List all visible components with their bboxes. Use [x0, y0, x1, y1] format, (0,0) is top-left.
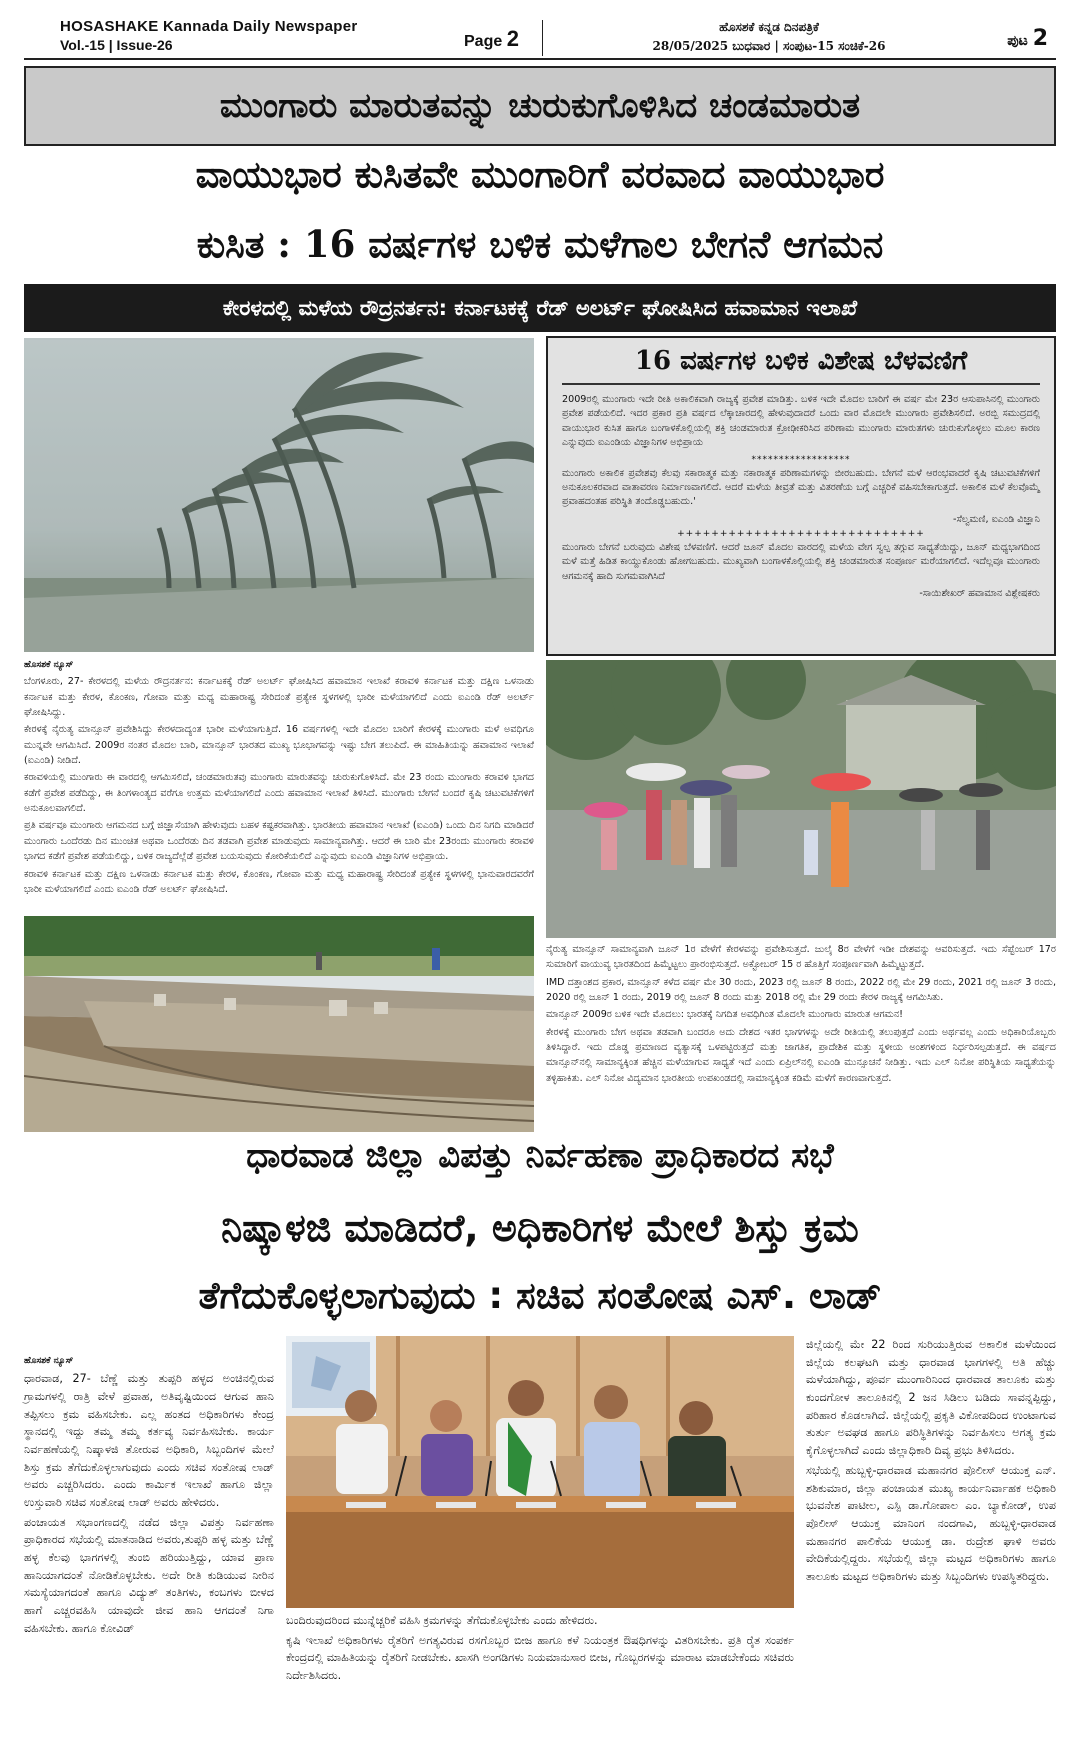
- story1-headline-line1: ವಾಯುಭಾರ ಕುಸಿತವೇ ಮುಂಗಾರಿಗೆ ವರವಾದ ವಾಯುಭಾರ: [195, 152, 885, 196]
- page-indicator: [464, 26, 519, 52]
- masthead-divider: [542, 20, 543, 56]
- story2-right-para-1: ಜಿಲ್ಲೆಯಲ್ಲಿ ಮೇ 22 ರಿಂದ ಸುರಿಯುತ್ತಿರುವ ಅಕಾಲಿಕ ಮಳೆಯಿಂದ ಜಿಲ್ಲೆಯ ಕಲಘಟಗಿ ಮತ್ತು ಧಾರವಾಡ ಭಾಗಗಳಲ್ಲಿ ಅತಿ ಹೆಚ್ಚು ಮಳೆಯಾಗಿದ್ದು, ಪೂರ್ವ ಮುಂಗಾರಿನಿಂದ ಧಾರವಾಡ ತಾಲೂಕು ಮತ್ತು ಕುಂದಗೋಳ ತಾಲೂಕಿನಲ್ಲಿ 2 ಜನ ಸಿಡಿಲು ಬಡಿದು ಸಾವನ್ನಪ್ಪಿದ್ದು, ಪರಿಹಾರ ಕೊಡಲಾಗಿದೆ. ಜಿಲ್ಲೆಯಲ್ಲಿ ಪ್ರಕೃತಿ ವಿಕೋಪದಿಂದ ಉಂಟಾಗುವ ತುರ್ತು ಅವಘಡ ಹಾಗೂ ಪರಿಸ್ಥಿತಿಗಳನ್ನು ನಿರ್ವಹಿಸಲು ಅಗತ್ಯ ಕ್ರಮ ಕೈಗೊಳ್ಳಲಾಗಿದೆ ಎಂದು ಜಿಲ್ಲಾಧಿಕಾರಿ ದಿವ್ಯ ಪ್ರಭು ತಿಳಿಸಿದರು.: [806, 1338, 1056, 1458]
- kannada-page-indicator: [1007, 26, 1048, 51]
- kannada-date-line: 28/05/2025 ಬುಧವಾರ | ಸಂಪುಟ-15 ಸಂಚಿಕೆ-26: [652, 39, 886, 53]
- box-paragraph-1: 2009ರಲ್ಲಿ ಮುಂಗಾರು ಇದೇ ರೀತಿ ಅಕಾಲಿಕವಾಗಿ ರಾಜ್ಯಕ್ಕೆ ಪ್ರವೇಶ ಮಾಡಿತ್ತು. ಬಳಿಕ ಇದೇ ಮೊದಲ ಬಾರಿಗೆ ಈ ವರ್ಷ ಮೇ 23ರ ಆಸುಪಾಸಿನಲ್ಲಿ ಮುಂಗಾರು ಪ್ರವೇಶ ಪಡೆಯಲಿದೆ. ಇದರ ಪ್ರಕಾರ ಪ್ರತಿ ವರ್ಷದ ಲೆಕ್ಕಾಚಾರದಲ್ಲಿ ಹೇಳುವುದಾದರೆ ಒಂದು ವಾರ ಮೊದಲೇ ಮುಂಗಾರು ಪ್ರವೇಶಿಸಲಿದೆ. ಅರಬ್ಬಿ ಸಮುದ್ರದಲ್ಲಿ ವಾಯುಭಾರ ಕುಸಿತ ಹಾಗೂ ಬಂಗಾಳಕೊಲ್ಲಿಯಲ್ಲಿ ಶಕ್ತಿ ಚಂಡಮಾರುತ ಕ್ರೋಢೀಕರಿಸಿದ ಪರಿಣಾಮ ಮುಂಗಾರು ಮಾರುತಗಳು ಚುರುಕುಗೊಳ್ಳಲು ಮೂಲ ಕಾರಣ ಎನ್ನುವುದು ಐಎಂಡಿಯ ವಿಜ್ಞಾನಿಗಳ ಅಭಿಪ್ರಾಯ: [562, 394, 1040, 449]
- masthead-right: [604, 20, 934, 54]
- story2-right-para-2: ಸಭೆಯಲ್ಲಿ ಹುಬ್ಬಳ್ಳಿ-ಧಾರವಾಡ ಮಹಾನಗರ ಪೊಲೀಸ್ ಆಯುಕ್ತ ಎನ್. ಶಶಿಕುಮಾರ, ಜಿಲ್ಲಾ ಪಂಚಾಯತ ಮುಖ್ಯ ಕಾರ್ಯನಿರ್ವಾಹಕ ಅಧಿಕಾರಿ ಭುವನೇಶ ಪಾಟೀಲ, ಎಸ್ಪಿ ಡಾ.ಗೋಪಾಲ ಎಂ. ಬ್ಯಾಕೋಡ್, ಉಪ ಪೊಲೀಸ್ ಆಯುಕ್ತ ಮಾನಿಂಗ ನಂದಗಾವಿ, ಹುಬ್ಬಳ್ಳಿ-ಧಾರವಾಡ ಮಹಾನಗರ ಪಾಲಿಕೆಯ ಆಯುಕ್ತ ಡಾ. ರುದ್ರೇಶ ಘಾಳಿ ಅವರು ವೇದಿಕೆಯಲ್ಲಿದ್ದರು. ಸಭೆಯಲ್ಲಿ ಜಿಲ್ಲಾ ಮಟ್ಟದ ಅಧಿಕಾರಿಗಳು ಹಾಗೂ ತಾಲೂಕು ಮಟ್ಟದ ಅಧಿಕಾರಿಗಳು ಮತ್ತು ಸಿಬ್ಬಂದಿಗಳು ಉಪಸ್ಥಿತರಿದ್ದರು.: [806, 1463, 1056, 1583]
- kannada-paper-name: ಹೊಸಶಕೆ ಕನ್ನಡ ದಿನಪತ್ರಿಕೆ: [719, 20, 819, 34]
- page-label: Page: [464, 33, 503, 50]
- story1-right-para-3: ಮಾನ್ಸೂನ್ 2009ರ ಬಳಿಕ ಇದೇ ಮೊದಲು: ಭಾರತಕ್ಕೆ ನಿಗದಿತ ಅವಧಿಗಿಂತ ಮೊದಲೇ ಮುಂಗಾರು ಮಾರುತ ಆಗಮನ!: [546, 1009, 904, 1021]
- story2-mid-column: [286, 1612, 794, 1702]
- box-title: 16 ವರ್ಷಗಳ ಬಳಿಕ ವಿಶೇಷ ಬೆಳವಣಿಗೆ: [562, 346, 1040, 385]
- masthead-left: [60, 18, 357, 53]
- story2-byline: ಹೊಸಶಕೆ ನ್ಯೂಸ್: [24, 1356, 74, 1366]
- box-paragraph-3: ಮುಂಗಾರು ಬೇಗನೆ ಬರುವುದು ವಿಶೇಷ ಬೆಳವಣಿಗೆ. ಆದರೆ ಜೂನ್ ಮೊದಲ ವಾರದಲ್ಲಿ ಮಳೆಯ ವೇಗ ಸ್ವಲ್ಪ ತಗ್ಗುವ ಸಾಧ್ಯತೆಯಿದ್ದು, ಜೂನ್ ಮಧ್ಯಭಾಗದಿಂದ ಮಳೆ ಮತ್ತೆ ಹಿಡಿತ ಕಾಯ್ದುಕೊಂಡು ಹೋಗಬಹುದು. ಮುಖ್ಯವಾಗಿ ಬಂಗಾಳಕೊಲ್ಲಿಯಲ್ಲಿ ಶಕ್ತಿ ಚಂಡಮಾರುತ ಸಂಪೂರ್ಣ ಮರೆಯಾಗಲಿದೆ. ಇದೆಲ್ಲವೂ ಮುಂಗಾರು ಆಗಮನಕ್ಕೆ ಹಾದಿ ಸುಗಮವಾಗಿಸಿದೆ: [562, 541, 1040, 582]
- page-number: 2: [506, 26, 519, 51]
- story1-left-column: [24, 658, 534, 914]
- special-development-box: [546, 336, 1056, 656]
- story1-right-para-4: ಕೇರಳಕ್ಕೆ ಮುಂಗಾರು ಬೇಗ ಅಥವಾ ತಡವಾಗಿ ಬಂದರೂ ಅದು ದೇಶದ ಇತರ ಭಾಗಗಳನ್ನು ಅದೇ ರೀತಿಯಲ್ಲಿ ತಲುಪುತ್ತದೆ ಎಂದು ಅರ್ಥವಲ್ಲ ಎಂದು ಅಧಿಕಾರಿಯೊಬ್ಬರು ತಿಳಿಸಿದ್ದಾರೆ. ಇದು ದೊಡ್ಡ ಪ್ರಮಾಣದ ವ್ಯತ್ಯಾಸಕ್ಕೆ ಒಳಪಟ್ಟಿರುತ್ತದೆ ಮತ್ತು ಜಾಗತಿಕ, ಪ್ರಾದೇಶಿಕ ಮತ್ತು ಸ್ಥಳೀಯ ಅಂಶಗಳಿಂದ ನಿರ್ಧರಿಸಲ್ಪಡುತ್ತದೆ. ಈ ವರ್ಷದ ಮಾನ್ಸೂನ್‌ನಲ್ಲಿ ಸಾಮಾನ್ಯಕ್ಕಿಂತ ಹೆಚ್ಚಿನ ಮಳೆಯಾಗುವ ಸಾಧ್ಯತೆ ಇದೆ ಎಂದು ಏಪ್ರಿಲ್‌ನಲ್ಲಿ ಐಎಂಡಿ ಮುನ್ಸೂಚನೆ ನೀಡಿತ್ತು. ಇದು ಎಲ್ ನಿನೋ ಪರಿಸ್ಥಿತಿಯ ಸಾಧ್ಯತೆಯನ್ನು ತಳ್ಳಿಹಾಕಿತು. ಎಲ್ ನಿನೋ ವಿದ್ಯಮಾನ ಭಾರತೀಯ ಉಪಖಂಡದಲ್ಲಿ ಸಾಮಾನ್ಯಕ್ಕಿಂತ ಕಡಿಮೆ ಮಳೆಗೆ ಕಾರಣವಾಗುತ್ತದೆ.: [546, 1026, 1056, 1084]
- story1-left-para-4: ಪ್ರತಿ ವರ್ಷವೂ ಮುಂಗಾರು ಆಗಮನದ ಬಗ್ಗೆ ಜಿಜ್ಞಾಸೆಯಾಗಿ ಹೇಳುವುದು ಬಹಳ ಕಷ್ಟಕರವಾಗಿತ್ತು. ಭಾರತೀಯ ಹವಾಮಾನ ಇಲಾಖೆ (ಐಎಂಡಿ) ಒಂದು ದಿನ ನಿಗದಿ ಮಾಡಿದರೆ ಮುಂಗಾರು ಒಂದೆರಡು ದಿನ ಮುಂಚಿತ ಅಥವಾ ಒಂದೆರಡು ದಿನ ತಡವಾಗಿ ಪ್ರವೇಶ ಮಾಡುವುದು ಸಾಮಾನ್ಯವಾಗಿತ್ತು. ಆದರೆ ಈ ಬಾರಿ ಮೇ 23ರಂದು ಮುಂಗಾರು ಕರಾವಳಿ ಭಾಗದ ಕಡೆಗೆ ಪ್ರವೇಶ ಪಡೆಯಲಿದ್ದು, ಬಳಿಕ ರಾಜ್ಯದೆಲ್ಲೆಡೆ ಪ್ರವೇಶ ಬಯಸುವುದು ಕೋರಿಕೆಯಲಿದೆ ಎನ್ನುವುದು ಐಎಂಡಿ ವಿಜ್ಞಾನಿಗಳ ಅಭಿಪ್ರಾಯ.: [24, 820, 534, 863]
- box-signature-2: -ಸಾಯಿಶೇಖರ್ ಹವಾಮಾನ ವಿಶ್ಲೇಷಕರು: [919, 587, 1040, 599]
- story2-right-column: [806, 1336, 1056, 1736]
- story1-banner: ಮುಂಗಾರು ಮಾರುತವನ್ನು ಚುರುಕುಗೊಳಿಸಿದ ಚಂಡಮಾರುತ: [24, 66, 1056, 146]
- box-signature-1: -ಸೆಲ್ವಮಣಿ, ಐಎಂಡಿ ವಿಜ್ಞಾನಿ: [953, 513, 1040, 525]
- box-separator-1: ******************: [751, 454, 851, 465]
- kannada-page-label: ಪುಟ: [1007, 33, 1028, 49]
- story1-left-para-1: ಬೆಂಗಳೂರು, 27- ಕೇರಳದಲ್ಲಿ ಮಳೆಯ ರೌದ್ರನರ್ತನ: ಕರ್ನಾಟಕಕ್ಕೆ ರೆಡ್ ಅಲರ್ಟ್ ಘೋಷಿಸಿದ ಹವಾಮಾನ ಇಲಾಖೆ ಕರಾವಳಿ ಕರ್ನಾಟಕ ಮತ್ತು ದಕ್ಷಿಣ ಒಳನಾಡು ಕರ್ನಾಟಕ ಮತ್ತು ಕೇರಳ, ಕೊಂಕಣ, ಗೋವಾ ಮತ್ತು ಮಧ್ಯ ಮಹಾರಾಷ್ಟ್ರ ಸೇರಿದಂತೆ ಪ್ರತ್ಯೇಕ ಸ್ಥಳಗಳಲ್ಲಿ ಭಾರೀ ಮಳೆಯಾಗಲಿದೆ ಎಂದು ಐಎಂಡಿ ರೆಡ್ ಅಲರ್ಟ್ ಘೋಷಿಸಿದ್ದು.: [24, 676, 534, 719]
- story2-left-para-2: ಪಂಚಾಯತ ಸಭಾಂಗಣದಲ್ಲಿ ನಡೆದ ಜಿಲ್ಲಾ ವಿಪತ್ತು ನಿರ್ವಹಣಾ ಪ್ರಾಧಿಕಾರದ ಸಭೆಯಲ್ಲಿ ಮಾತನಾಡಿದ ಅವರು,ತುಪ್ಪರಿ ಹಳ್ಳ ಮತ್ತು ಬೆಣ್ಣೆ ಹಳ್ಳ ಕೆಲವು ಭಾಗಗಳಲ್ಲಿ ತುಂಬಿ ಹರಿಯುತ್ತಿದ್ದು, ಯಾವ ಪ್ರಾಣ ಹಾನಿಯಾಗದಂತೆ ನೋಡಿಕೊಳ್ಳಬೇಕು. ಅದೇ ರೀತಿ ಕುಡಿಯುವ ನೀರಿನ ಸಮಸ್ಯೆಯಾಗದಂತೆ ಹಾಗೂ ವಿದ್ಯುತ್ ತಂತಿಗಳು, ಕಂಬಗಳು ಬೀಳದ ಹಾಗೆ ಎಚ್ಚರವಹಿಸಿ ಯಾವುದೇ ಜೀವ ಹಾನಿ ಆಗದಂತೆ ನಿಗಾ ವಹಿಸಬೇಕು. ಹಾಗೂ ಕೋವಿಡ್: [24, 1515, 274, 1635]
- story2-left-column: [24, 1354, 274, 1734]
- story1-right-para-1: ನೈರುತ್ಯ ಮಾನ್ಸೂನ್ ಸಾಮಾನ್ಯವಾಗಿ ಜೂನ್ 1ರ ವೇಳೆಗೆ ಕೇರಳವನ್ನು ಪ್ರವೇಶಿಸುತ್ತದೆ. ಜುಲೈ 8ರ ವೇಳೆಗೆ ಇಡೀ ದೇಶವನ್ನು ಆವರಿಸುತ್ತದೆ. ಇದು ಸೆಪ್ಟೆಂಬರ್ 17ರ ಸುಮಾರಿಗೆ ವಾಯುವ್ಯ ಭಾರತದಿಂದ ಹಿಮ್ಮೆಟ್ಟಲು ಪ್ರಾರಂಭಿಸುತ್ತದೆ. ಅಕ್ಟೋಬರ್ 15 ರ ಹೊತ್ತಿಗೆ ಸಂಪೂರ್ಣವಾಗಿ ಹಿಮ್ಮೆಟ್ಟುತ್ತದೆ.: [546, 944, 1056, 971]
- story2-mid-para-2: ಕೃಷಿ ಇಲಾಖೆ ಅಧಿಕಾರಿಗಳು ರೈತರಿಗೆ ಅಗತ್ಯವಿರುವ ರಸಗೊಬ್ಬರ ಬೀಜ ಹಾಗೂ ಕಳೆ ನಿಯಂತ್ರಕ ಔಷಧಿಗಳನ್ನು ವಿತರಿಸಬೇಕು. ಪ್ರತಿ ರೈತ ಸಂಪರ್ಕ ಕೇಂದ್ರದಲ್ಲಿ ಮಾಹಿತಿಯನ್ನು ರೈತರಿಗೆ ನೀಡಬೇಕು. ಖಾಸಗಿ ಅಂಗಡಿಗಳು ನಿಯಮಾನುಸಾರ ಬೀಜ, ಗೊಬ್ಬರಗಳನ್ನು ಮಾರಾಟ ಮಾಡಬೇಕೆಂದು ಸಚಿವರು ನಿರ್ದೇಶಿಸಿದರು.: [286, 1633, 794, 1683]
- storm-palm-photo: [24, 338, 534, 652]
- story2-headline-line3: ತೆಗೆದುಕೊಳ್ಳಲಾಗುವುದು : ಸಚಿವ ಸಂತೋಷ ಎಸ್. ಲಾಡ್: [198, 1274, 882, 1317]
- story2-headline-line1: ಧಾರವಾಡ ಜಿಲ್ಲಾ ವಿಪತ್ತು ನಿರ್ವಹಣಾ ಪ್ರಾಧಿಕಾರದ ಸಭೆ: [246, 1136, 834, 1176]
- kannada-page-number: 2: [1032, 26, 1048, 51]
- story1-left-para-2: ಕೇರಳಕ್ಕೆ ನೈರುತ್ಯ ಮಾನ್ಸೂನ್ ಪ್ರವೇಶಿಸಿದ್ದು ಕೇರಳದಾದ್ಯಂತ ಭಾರೀ ಮಳೆಯಾಗುತ್ತಿದೆ. 16 ವರ್ಷಗಳಲ್ಲಿ ಇದೇ ಮೊದಲ ಬಾರಿಗೆ ಕೇರಳಕ್ಕೆ ಮುಂಗಾರು ಮಳೆ ಅವಧಿಗೂ ಮುನ್ನವೇ ಆಗಮಿಸಿದೆ. 2009ರ ನಂತರ ಮೊದಲ ಬಾರಿ, ಮಾನ್ಸೂನ್ ಭಾರತದ ಮುಖ್ಯ ಭೂಭಾಗವನ್ನು ಇಷ್ಟು ಬೇಗ ತಲುಪಿದೆ. ಈ ಮಾಹಿತಿಯನ್ನು ಹವಾಮಾನ ಇಲಾಖೆ (ಐಎಂಡಿ) ನೀಡಿದೆ.: [24, 724, 534, 767]
- rain-umbrella-photo: [546, 660, 1056, 938]
- story1-right-column: [546, 942, 1056, 1134]
- meeting-photo: [286, 1336, 794, 1608]
- story1-byline: ಹೊಸಶಕೆ ನ್ಯೂಸ್: [24, 660, 74, 670]
- story1-right-para-2: IMD ದತ್ತಾಂಶದ ಪ್ರಕಾರ, ಮಾನ್ಸೂನ್ ಕಳೆದ ವರ್ಷ ಮೇ 30 ರಂದು, 2023 ರಲ್ಲಿ ಜೂನ್ 8 ರಂದು, 2022 ರಲ್ಲಿ ಮೇ 29 ರಂದು, 2021 ರಲ್ಲಿ ಜೂನ್ 3 ರಂದು, 2020 ರಲ್ಲಿ ಜೂನ್ 1 ರಂದು, 2019 ರಲ್ಲಿ ಜೂನ್ 8 ರಂದು ಮತ್ತು 2018 ರಲ್ಲಿ ಮೇ 29 ರಂದು ಕೇರಳ ರಾಜ್ಯಕ್ಕೆ ಆಗಮಿಸಿತು.: [546, 976, 1057, 1004]
- story2-mid-para-1: ಬಂದಿರುವುದರಿಂದ ಮುನ್ನೆಚ್ಚರಿಕೆ ವಹಿಸಿ ಕ್ರಮಗಳನ್ನು ತೆಗೆದುಕೊಳ್ಳಬೇಕು ಎಂದು ಹೇಳಿದರು.: [286, 1614, 598, 1627]
- box-paragraph-2: ಮುಂಗಾರು ಅಕಾಲಿಕ ಪ್ರವೇಶವು ಕೆಲವು ಸಕಾರಾತ್ಮಕ ಮತ್ತು ನಕಾರಾತ್ಮಕ ಪರಿಣಾಮಗಳನ್ನು ಬೀರಬಹುದು. ಬೇಗನೆ ಮಳೆ ಆರಂಭವಾದರೆ ಕೃಷಿ ಚಟುವಟಿಕೆಗಳಿಗೆ ಅನುಕೂಲಕರವಾದ ವಾತಾವರಣ ನಿರ್ಮಾಣವಾಗಲಿದೆ. ಆದರೆ ಮಳೆಯ ತೀವ್ರತೆ ಮತ್ತು ವಿತರಣೆಯ ಬಗ್ಗೆ ಎಚ್ಚರಿಕೆ ವಹಿಸಬೇಕಾಗುತ್ತದೆ. ಅಕಾಲಿಕ ಮಳೆ ಕೆಲವೊಮ್ಮೆ ಪ್ರವಾಹದಂತಹ ಪರಿಸ್ಥಿತಿ ತಂದೊಡ್ಡಬಹುದು.': [562, 467, 1040, 508]
- story1-subheadline: ಕೇರಳದಲ್ಲಿ ಮಳೆಯ ರೌದ್ರನರ್ತನ: ಕರ್ನಾಟಕಕ್ಕೆ ರೆಡ್ ಅಲರ್ಟ್ ಘೋಷಿಸಿದ ಹವಾಮಾನ ಇಲಾಖೆ: [24, 284, 1056, 332]
- story1-left-para-3: ಕರಾವಳಿಯಲ್ಲಿ ಮುಂಗಾರು ಈ ವಾರದಲ್ಲಿ ಆಗಮಿಸಲಿದೆ, ಚಂಡಮಾರುತವು ಮುಂಗಾರು ಮಾರುತವನ್ನು ಚುರುಕುಗೊಳಿಸಿದೆ. ಮೇ 23 ರಂದು ಮುಂಗಾರು ಕರಾವಳಿ ಭಾಗದ ಕಡೆಗೆ ಪ್ರವೇಶ ಪಡೆದಿದ್ದು, ಈ ತಿಂಗಳಾಂತ್ಯದ ವರೆಗೂ ಉತ್ತಮ ಮಳೆಯಾಗಲಿದೆ ಎಂದು ಹವಾಮಾನ ಇಲಾಖೆ ತಿಳಿಸಿದೆ. ಮುಂಗಾರು ಬೇಗನೆ ಬಂದರೆ ಕೃಷಿ ಚಟುವಟಿಕೆಗಳಿಗೆ ಅನುಕೂಲವಾಗಲಿದೆ.: [24, 772, 534, 815]
- story2-headline-line2: ನಿಷ್ಕಾಳಜಿ ಮಾಡಿದರೆ, ಅಧಿಕಾರಿಗಳ ಮೇಲೆ ಶಿಸ್ತು ಕ್ರಮ: [221, 1206, 859, 1250]
- masthead: [24, 16, 1056, 60]
- story1-headline-line2: ಕುಸಿತ : 16 ವರ್ಷಗಳ ಬಳಿಕ ಮಳೆಗಾಲ ಬೇಗನೆ ಆಗಮನ: [196, 222, 884, 266]
- story1-left-para-5: ಕರಾವಳಿ ಕರ್ನಾಟಕ ಮತ್ತು ದಕ್ಷಿಣ ಒಳನಾಡು ಕರ್ನಾಟಕ ಮತ್ತು ಕೇರಳ, ಕೊಂಕಣ, ಗೋವಾ ಮತ್ತು ಮಧ್ಯ ಮಹಾರಾಷ್ಟ್ರ ಸೇರಿದಂತೆ ಪ್ರತ್ಯೇಕ ಸ್ಥಳಗಳಲ್ಲಿ ಭಾನುವಾರದವರೆಗೆ ಭಾರೀ ಮಳೆಯಾಗಲಿದೆ ಎಂದು ಐಎಂಡಿ ರೆಡ್ ಅಲರ್ಟ್ ಘೋಷಿಸಿದೆ.: [24, 868, 534, 895]
- story2-left-para-1: ಧಾರವಾಡ, 27- ಬೆಣ್ಣೆ ಮತ್ತು ತುಪ್ಪರಿ ಹಳ್ಳದ ಅಂಚಿನಲ್ಲಿರುವ ಗ್ರಾಮಗಳಲ್ಲಿ ರಾತ್ರಿ ವೇಳೆ ಪ್ರವಾಹ, ಅತಿವೃಷ್ಟಿಯಿಂದ ಆಗುವ ಹಾನಿ ತಪ್ಪಿಸಲು ಕ್ರಮ ವಹಿಸಬೇಕು. ಎಲ್ಲ ಹಂತದ ಅಧಿಕಾರಿಗಳು ಕೇಂದ್ರ ಸ್ಥಾನದಲ್ಲಿ ಇದ್ದು ತಮ್ಮ ತಮ್ಮ ಕರ್ತವ್ಯ ನಿರ್ವಹಿಸಬೇಕು. ಕಾರ್ಯ ನಿರ್ವಹಣೆಯಲ್ಲಿ ನಿಷ್ಕಾಳಜಿ ತೋರುವ ಅಧಿಕಾರಿ, ಸಿಬ್ಬಂದಿಗಳ ಮೇಲೆ ಶಿಸ್ತು ಕ್ರಮ ತೆಗೆದುಕೊಳ್ಳಲಾಗುವುದು ಎಂದು ಸಚಿವ ಸಂತೋಷ ಲಾಡ್ ಅವರು ಎಚ್ಚರಿಸಿದರು. ಎಂದು ಕಾರ್ಮಿಕ ಇಲಾಖೆ ಹಾಗೂ ಜಿಲ್ಲಾ ಉಸ್ತುವಾರಿ ಸಚಿವ ಸಂತೋಷ ಲಾಡ್ ಅವರು ಹೇಳಿದರು.: [24, 1372, 274, 1510]
- paper-name: HOSASHAKE Kannada Daily Newspaper: [60, 18, 358, 35]
- flood-weir-photo: [24, 916, 534, 1132]
- box-separator-2: +++++++++++++++++++++++++++++: [677, 528, 925, 539]
- vol-issue: Vol.-15 | Issue-26: [60, 37, 173, 53]
